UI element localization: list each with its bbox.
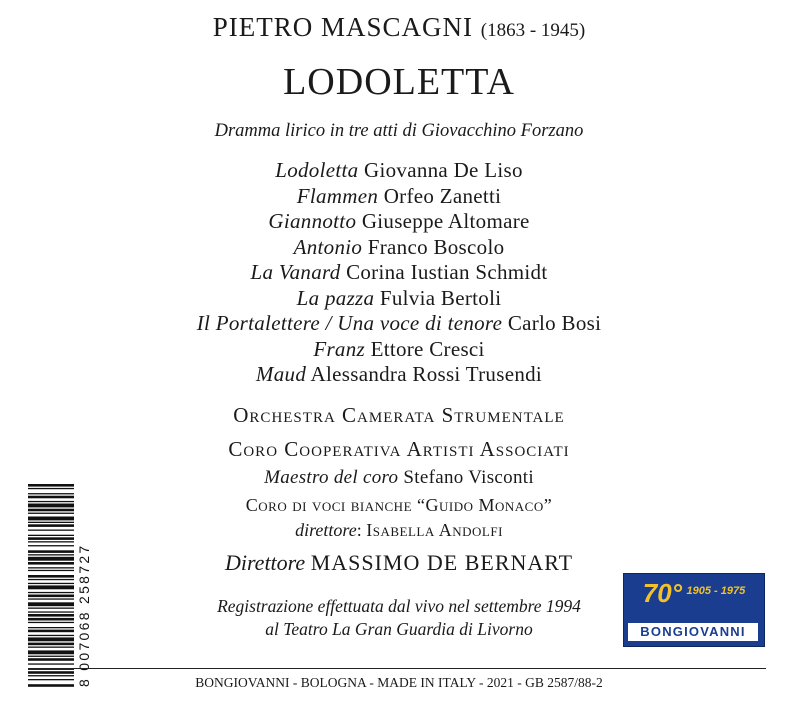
cast-singer: Giovanna De Liso <box>364 158 523 182</box>
barcode-bar <box>28 622 74 623</box>
barcode-bar <box>28 627 74 628</box>
composer-header <box>0 12 798 43</box>
barcode-bar <box>28 530 74 531</box>
footer-divider <box>28 668 766 669</box>
barcode-bar <box>28 575 74 578</box>
barcode-bar <box>28 524 74 527</box>
barcode-digits: 8 007068 258727 <box>76 543 92 687</box>
barcode-bar <box>28 554 74 555</box>
cast-line <box>0 311 798 336</box>
anniversary-mark <box>624 578 764 609</box>
barcode-bar <box>28 535 74 536</box>
barcode <box>28 484 98 689</box>
barcode-bar <box>28 608 74 609</box>
chorus-master-name: Stefano Visconti <box>403 467 534 488</box>
cast-role: Il Portalettere / Una voce di tenore <box>196 311 503 335</box>
barcode-bar <box>28 550 74 553</box>
barcode-bar <box>28 592 74 593</box>
cast-singer: Ettore Cresci <box>370 337 485 361</box>
cast-line <box>0 337 798 362</box>
footer-label: BONGIOVANNI - BOLOGNA - MADE IN ITALY - 2021 - GB 2587/88-2 <box>195 675 603 690</box>
barcode-bar <box>28 522 74 523</box>
bongiovanni-logo <box>623 573 765 647</box>
children-director-label: direttore <box>295 520 357 540</box>
barcode-bar <box>28 493 74 494</box>
cast-singer: Carlo Bosi <box>507 311 602 335</box>
barcode-bar <box>28 570 74 571</box>
cast-singer: Giuseppe Altomare <box>361 209 530 233</box>
children-director-name: Isabella Andolfi <box>366 520 503 540</box>
barcode-bar <box>28 643 74 646</box>
barcode-bar <box>28 484 74 487</box>
barcode-bar <box>28 567 74 568</box>
children-director-line: direttore: Isabella Andolfi <box>295 520 503 540</box>
barcode-bar <box>28 585 74 589</box>
barcode-bar <box>28 602 74 606</box>
cast-line <box>0 158 798 183</box>
barcode-bar <box>28 650 74 654</box>
barcode-bar <box>28 598 74 599</box>
barcode-bar <box>28 579 74 580</box>
barcode-bar <box>28 509 74 512</box>
opera-subtitle: Dramma lirico in tre atti di Giovacchino Forzano <box>214 121 584 141</box>
composer-years: (1863 - 1945) <box>480 20 586 41</box>
children-chorus-name: Coro di voci bianche “Guido Monaco” <box>245 495 553 515</box>
cast-role: Lodoletta <box>275 158 359 182</box>
cast-line <box>0 209 798 234</box>
chorus-master-line <box>0 467 798 489</box>
barcode-bar <box>28 537 74 540</box>
chorus-name: Coro Cooperativa Artisti Associati <box>228 437 570 461</box>
barcode-bar <box>28 517 74 521</box>
cast-line <box>0 235 798 260</box>
cast-line <box>0 286 798 311</box>
composer-name: PIETRO MASCAGNI <box>212 12 474 42</box>
cast-role: Franz <box>313 337 365 361</box>
anniversary-number: 70° <box>642 578 683 608</box>
barcode-bar <box>28 614 74 617</box>
barcode-bar <box>28 545 74 546</box>
barcode-bar <box>28 501 74 502</box>
barcode-bar <box>28 635 74 636</box>
cast-line <box>0 260 798 285</box>
barcode-bar <box>28 611 74 612</box>
cast-role: La Vanard <box>250 260 341 284</box>
barcode-bar <box>28 656 74 657</box>
barcode-bar <box>28 637 74 641</box>
orchestra-name: Orchestra Camerata Strumentale <box>233 403 565 427</box>
recording-note-line-2: al Teatro La Gran Guardia di Livorno <box>265 619 533 639</box>
cast-role: Maud <box>255 362 307 386</box>
barcode-bar <box>28 562 74 565</box>
recording-note-line-1: Registrazione effettuata dal vivo nel settembre 1994 <box>217 596 581 616</box>
barcode-bar <box>28 618 74 621</box>
cast-line <box>0 184 798 209</box>
conductor-name: MASSIMO DE BERNART <box>310 550 574 575</box>
conductor-label: Direttore <box>224 550 306 575</box>
barcode-bar <box>28 658 74 661</box>
barcode-bar <box>28 541 74 542</box>
cast-role: Antonio <box>293 235 363 259</box>
cast-line <box>0 362 798 387</box>
barcode-bar <box>28 557 74 561</box>
cast-singer: Franco Boscolo <box>367 235 505 259</box>
barcode-bar <box>28 630 74 633</box>
barcode-bar <box>28 595 74 598</box>
barcode-bar <box>28 647 74 648</box>
cast-role: Flammen <box>296 184 379 208</box>
cast-singer: Alessandra Rossi Trusendi <box>310 362 543 386</box>
chorus-master-label: Maestro del coro <box>264 467 399 488</box>
barcode-bar <box>28 671 74 674</box>
barcode-bar <box>28 504 74 508</box>
cast-singer: Orfeo Zanetti <box>383 184 502 208</box>
cast-role: La pazza <box>296 286 375 310</box>
cast-singer: Fulvia Bertoli <box>379 286 502 310</box>
cast-role: Giannotto <box>268 209 357 233</box>
barcode-bar <box>28 663 74 664</box>
barcode-bars <box>28 484 76 689</box>
barcode-bar <box>28 488 74 489</box>
logo-brand: BONGIOVANNI <box>628 623 758 641</box>
anniversary-years: 1905 - 1975 <box>686 585 746 597</box>
barcode-bar <box>28 513 74 514</box>
barcode-bar <box>28 583 74 584</box>
cast-singer: Corina Iustian Schmidt <box>346 260 548 284</box>
opera-title: LODOLETTA <box>283 61 515 103</box>
barcode-bar <box>28 496 74 499</box>
